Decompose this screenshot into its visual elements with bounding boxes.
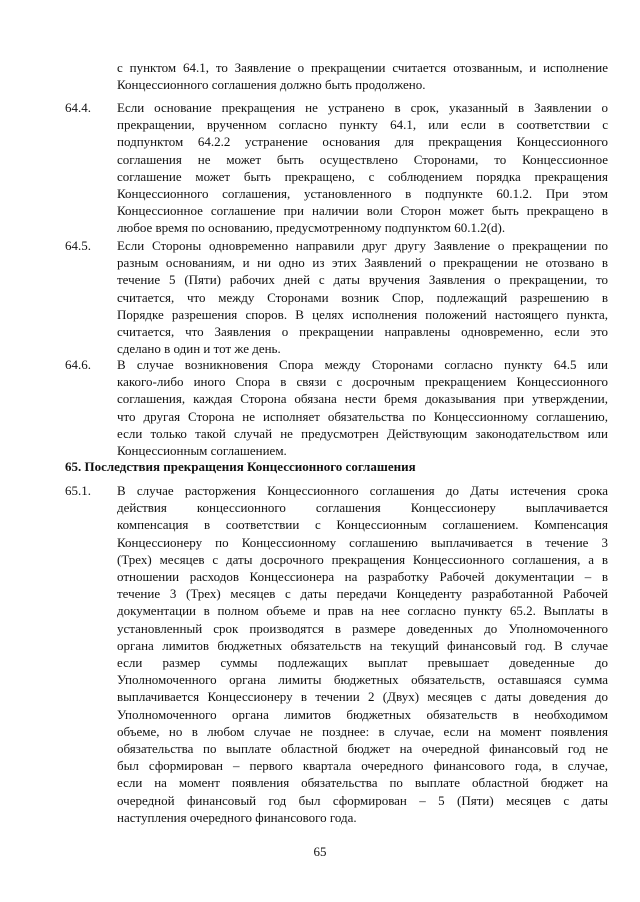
intro-paragraph <box>117 59 608 93</box>
text-line: что другая Сторона не исполняет обязательства по Концессионному соглашению, <box>117 408 608 424</box>
text-line: Концессионное соглашение при наличии воли Сторон может быть прекращено в <box>117 203 608 219</box>
text-line: любое время по основанию, предусмотренному подпунктом 60.1.2(d). <box>117 220 506 236</box>
text-line: действия концессионного соглашения Концессионеру выплачивается <box>117 500 608 516</box>
text-line: разным основаниям, и ни одно из этих Заявлений о прекращении не отозвано в <box>117 255 608 271</box>
clause-64-4 <box>117 99 608 237</box>
clause-64-5 <box>117 237 608 357</box>
text-line: с пунктом 64.1, то Заявление о прекращении считается отозванным, и исполнение <box>117 60 608 75</box>
text-line: считается, что между Сторонами возник Спор, подлежащий разрешению в <box>117 289 608 305</box>
text-line: прекращении, врученном согласно пункту 64.1, или если в соответствии с <box>117 117 608 133</box>
clause-65-1 <box>117 482 608 826</box>
section-heading: 65. Последствия прекращения Концессионного соглашения <box>65 459 416 474</box>
text-line: течение 3 (Трех) месяцев с даты передачи Концеденту разработанной Рабочей <box>117 586 608 602</box>
text-line: компенсация в соответствии с Концессионным соглашением. Компенсация <box>117 517 608 533</box>
text-line: течение 5 (Пяти) рабочих дней с даты вручения Заявления о прекращении, то <box>117 272 608 288</box>
text-line: какого-либо иного Спора в связи с досрочным прекращением Концессионного <box>117 374 608 390</box>
text-line: очередной финансовый год был сформирован – 5 (Пяти) месяцев с даты <box>117 792 608 808</box>
text-line: Концессионеру по Концессионному соглашению выплачивается в течение 3 <box>117 534 608 550</box>
text-line: сделано в один и тот же день. <box>117 341 281 357</box>
text-line: выплачивается Концессионеру в течении 2 (Двух) месяцев с даты доведения до <box>117 689 608 705</box>
text-line: был сформирован – первого квартала очередного финансового года, в случае, <box>117 758 608 774</box>
text-line: соглашения не может быть осуществлено Сторонами, то Концессионное <box>117 151 608 167</box>
text-line: Концессионного соглашения, установленного в подпункте 60.1.2. При этом <box>117 186 608 202</box>
text-line: В случае расторжения Концессионного соглашения до Даты истечения срока <box>117 483 608 498</box>
clause-number: 65.1. <box>65 483 91 498</box>
text-line: Порядке разрешения споров. В целях исполнения положений настоящего пункта, <box>117 306 608 322</box>
text-line: отношении расходов Концессионера на разработку Рабочей документации – в <box>117 569 608 585</box>
text-line: Уполномоченного органа лимиты бюджетных обязательств, оставшаяся сумма <box>117 672 608 688</box>
text-line: считается, что Заявления о прекращении направлены одновременно, если это <box>117 324 608 340</box>
page-number: 65 <box>313 844 327 859</box>
text-line: Концессионным соглашением. <box>117 443 287 459</box>
text-line: Если Стороны одновременно направили друг другу Заявление о прекращении по <box>117 238 608 253</box>
text-line: Уполномоченного органа лимитов бюджетных обязательств в необходимом <box>117 706 608 722</box>
text-line: обязательства по выплате областной бюджет на очередной финансовый год не <box>117 741 608 757</box>
clause-64-6 <box>117 356 608 459</box>
clause-number: 64.4. <box>65 100 91 115</box>
text-line: органа лимитов бюджетных обязательств на текущий финансовый год. В случае <box>117 637 608 653</box>
text-line: если только такой случай не предусмотрен Действующим законодательством или <box>117 425 608 441</box>
text-line: соглашения, каждая Сторона обязана нести бремя доказывания при утверждении, <box>117 391 608 407</box>
text-line: Если основание прекращения не устранено в срок, указанный в Заявлении о <box>117 100 608 115</box>
text-line: (Трех) месяцев с даты досрочного прекращения Концессионного соглашения, а в <box>117 551 608 567</box>
text-line: объеме, но в любом случае не позднее: в случае, если на момент появления <box>117 723 608 739</box>
text-line: соглашение может быть прекращено, с соблюдением порядка прекращения <box>117 168 608 184</box>
text-line: подпунктом 64.2.2 устранение основания для прекращения Концессионного <box>117 134 608 150</box>
text-line: В случае возникновения Спора между Сторонами согласно пункту 64.5 или <box>117 357 608 372</box>
text-line: Концессионного соглашения должно быть продолжено. <box>117 77 426 93</box>
text-line: наступления очередного финансового года. <box>117 809 357 825</box>
text-line: документации в полном объеме и прав на нее согласно пункту 65.2. Выплаты в <box>117 603 608 619</box>
text-line: установленный срок производятся в размере доведенных до Уполномоченного <box>117 620 608 636</box>
text-line: если размер суммы подлежащих выплат превышает доведенные до <box>117 655 608 671</box>
clause-number: 64.5. <box>65 238 91 253</box>
clause-number: 64.6. <box>65 357 91 372</box>
text-line: если на момент появления обязательства по выплате областной бюджет на <box>117 775 608 791</box>
